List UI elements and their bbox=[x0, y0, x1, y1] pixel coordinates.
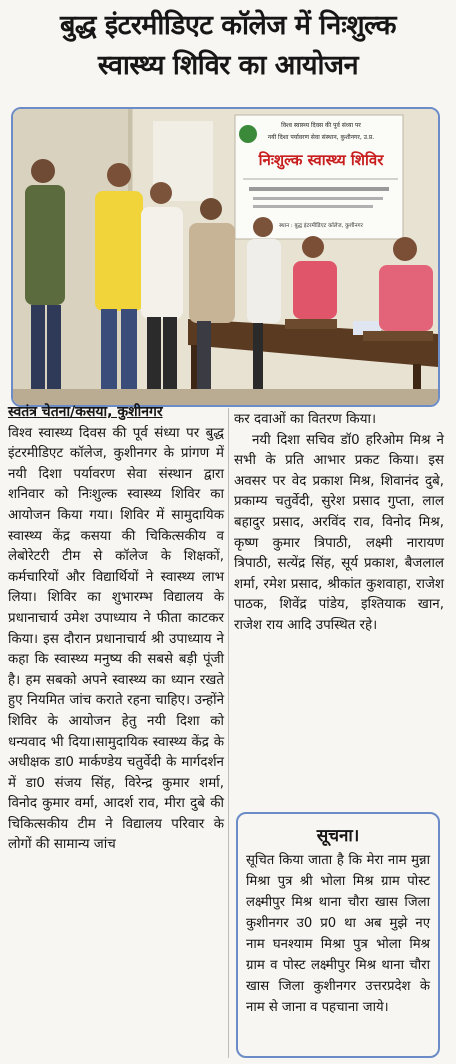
banner-top-text: विश्व स्वास्थ्य दिवस की पूर्व संध्या पर bbox=[281, 122, 361, 129]
article-body-left: विश्व स्वास्थ्य दिवस की पूर्व संध्या पर बुद्ध इंटरमीडिएट कॉलेज, कुशीनगर के प्रांगण में नयी दिशा पर्यावरण सेवा संस्थान द्वारा शनिवार को निःशुल्क स्वास्थ्य शिविर का आयोजन किया गया। शिविर में सामुदायिक स्वास्थ्य केंद्र कसया की चिकित्सकीय व लेबोरेटरी टीम से कॉलेज के शिक्षकों, कर्मचारियों और विद्यार्थियों ने स्वास्थ्य लाभ लिया। शिविर का शुभारम्भ विद्यालय के प्रधानाचार्य उमेश उपाध्याय ने फीता काटकर किया। इस दौरान प्रधानाचार्य श्री उपाध्याय ने कहा कि स्वास्थ्य मनुष्य की सबसे बड़ी पूंजी है। हम सबको अपने स्वास्थ्य का ध्यान रखते हुए नियमित जांच कराते रहना चाहिए। उन्होंने शिविर के आयोजन हेतु नयी दिशा को धन्यवाद भी दिया।सामुदायिक स्वास्थ्य केंद्र के अधीक्षक डा0 मार्कण्डेय चतुर्वेदी के मार्गदर्शन में डा0 संजय सिंह, विरेन्द्र कुमार शर्मा, विनोद कुमार वर्मा, आदर्श राव, मीरा दुबे की चिकित्सकीय टीम ने विद्यालय परिवार के लोगों की सामान्य जांच bbox=[8, 425, 224, 853]
headline-line-1: बुद्ध इंटरमीडिएट कॉलेज में निःशुल्क bbox=[59, 10, 397, 41]
notice-body: सूचित किया जाता है कि मेरा नाम मुन्ना मिश्रा पुत्र श्री भोला मिश्र ग्राम पोस्ट लक्ष्मीपुर मिश्र थाना चौरा खास जिला कुशीनगर उ0 प्र0 था अब मुझे नए नाम घनश्याम मिश्रा पुत्र भोला मिश्र ग्राम व पोस्ट लक्ष्मीपुर मिश्र थाना चौरा खास जिला कुशीनगर उत्तरप्रदेश के नाम से जाना व पहचाना जाये। bbox=[246, 853, 430, 1015]
banner-footer-text: स्थान : बुद्ध इंटरमीडिएट कॉलेज, कुशीनगर bbox=[279, 223, 363, 229]
article-body-right-2: नयी दिशा सचिव डॉ0 हरिओम मिश्र ने सभी के प्रति आभार प्रकट किया। इस अवसर पर वेद प्रकाश मिश्र, शिवानंद दुबे, प्रकाम्य चतुर्वेदी, सुरेश प्रसाद गुप्ता, लाल बहादुर प्रसाद, अरविंद राव, विनोद मिश्र, कृष्ण कुमार त्रिपाठी, लक्ष्मी नारायण त्रिपाठी, सत्येंद्र सिंह, सूर्य प्रकाश, बैजलाल शर्मा, रमेश प्रसाद, श्रीकांत कुशवाहा, राजेश पाठक, शिवेंद्र पांडेय, इश्तियाक खान, राजेश राय आदि उपस्थित रहे। bbox=[234, 432, 444, 633]
article-body-right-1: कर दवाओं का वितरण किया। bbox=[234, 412, 377, 427]
headline-line-2: स्वास्थ्य शिविर का आयोजन bbox=[97, 50, 359, 81]
article-right-column bbox=[234, 410, 444, 637]
notice-title: सूचना। bbox=[316, 826, 360, 846]
notice-box bbox=[236, 812, 440, 1058]
banner-title-text: निःशुल्क स्वास्थ्य शिविर bbox=[258, 151, 384, 169]
headline bbox=[0, 6, 456, 86]
photo-illustration bbox=[13, 109, 438, 405]
banner-org-text: नयी दिशा पर्यावरण सेवा संस्थान, कुशीनगर, उ.प्र. bbox=[267, 134, 375, 141]
article-left-column bbox=[8, 402, 224, 856]
dateline: स्वतंत्र चेतना/कसया, कुशीनगर bbox=[8, 404, 163, 420]
column-divider bbox=[228, 408, 229, 1058]
news-photo bbox=[11, 107, 440, 407]
